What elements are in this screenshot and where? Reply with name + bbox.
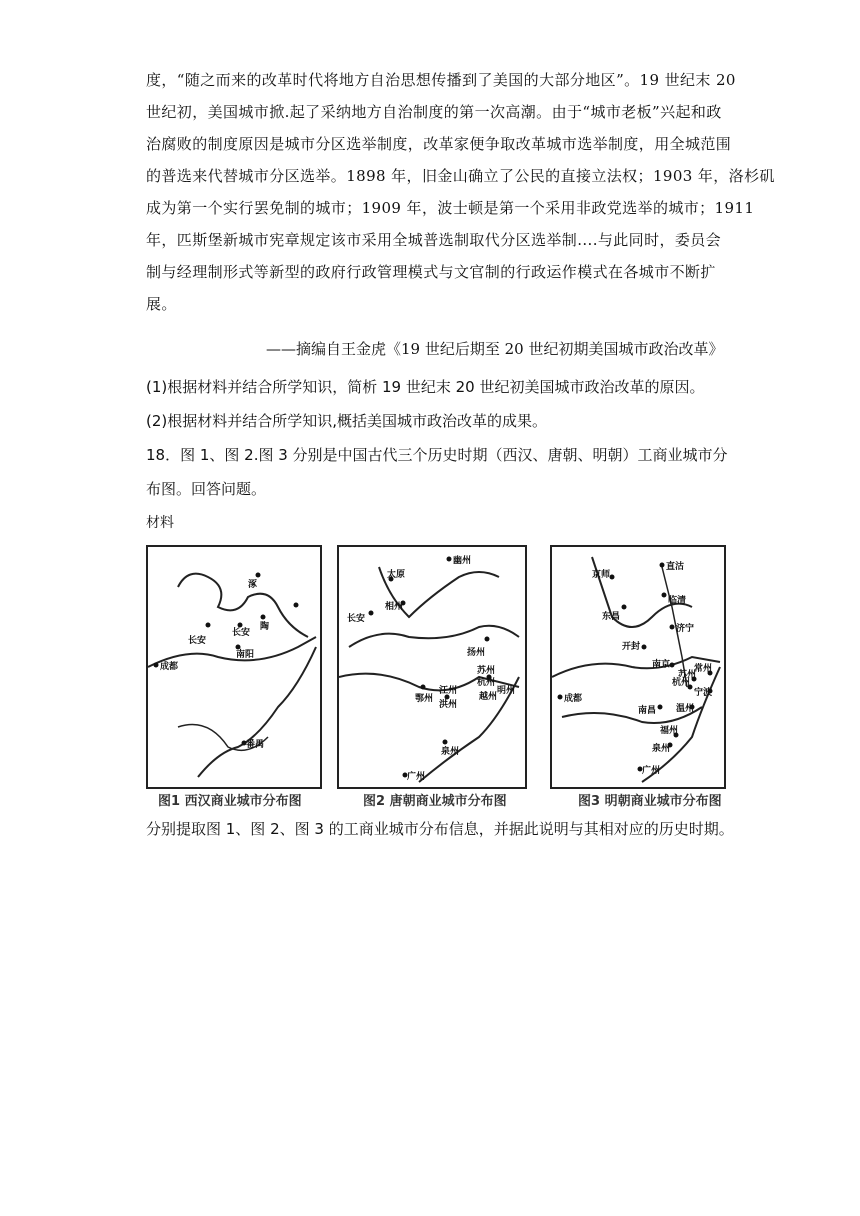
city-label: 鄂州: [415, 694, 434, 704]
city-label: 开封: [622, 642, 641, 652]
city-label: 太原: [387, 570, 406, 580]
river-line: [349, 626, 519, 647]
city-label: 京师: [592, 570, 611, 580]
city-label: 广州: [407, 772, 426, 782]
map-tang: [337, 545, 527, 789]
question-2: (2)根据材料并结合所学知识,概括美国城市政治改革的成果。: [146, 412, 548, 430]
city-label: 苏州: [477, 666, 496, 676]
question-18-line-2: 布图。回答问题。: [146, 480, 267, 498]
passage-line: 成为第一个实行罢免制的城市；1909 年，波士顿是第一个采用非政党选举的城市；1911: [146, 199, 755, 217]
passage-line: 度，“随之而来的改革时代将地方自治思想传播到了美国的大部分地区”。19 世纪末 20: [146, 71, 736, 89]
material-label: 材料: [146, 515, 174, 531]
map-tang-svg: [339, 547, 525, 787]
city-dot: [236, 645, 241, 650]
city-dot: [658, 705, 663, 710]
city-label: 成都: [160, 662, 179, 672]
city-label: 成都: [564, 694, 583, 704]
city-label: 相州: [385, 602, 404, 612]
passage-line: 制与经理制形式等新型的政府行政管理模式与文官制的行政运作模式在各城市不断扩: [146, 263, 716, 281]
city-dot: [662, 593, 667, 598]
coastline: [198, 647, 316, 777]
city-label: 泉州: [652, 744, 671, 754]
map-caption: 图1 西汉商业城市分布图: [158, 794, 302, 809]
city-dot: [154, 663, 159, 668]
city-label: 洪州: [439, 700, 458, 710]
city-label: 长安: [347, 614, 366, 624]
city-dot: [447, 557, 452, 562]
city-dot: [238, 623, 243, 628]
city-label: 陶: [260, 622, 270, 632]
city-dot: [642, 645, 647, 650]
city-dot: [610, 575, 615, 580]
city-dot: [261, 615, 266, 620]
city-label: 常州: [694, 664, 713, 674]
final-question: 分别提取图 1、图 2、图 3 的工商业城市分布信息，并据此说明与其相对应的历史时期。: [146, 820, 734, 838]
city-dot: [485, 637, 490, 642]
city-label: 苏州: [678, 670, 697, 680]
city-dot: [660, 563, 665, 568]
passage-line: 年，匹斯堡新城市宪章规定该市采用全城普选制取代分区选举制....与此同时，委员会: [146, 231, 722, 249]
city-label: 东昌: [602, 612, 621, 622]
city-label: 广州: [642, 766, 661, 776]
city-label: 泉州: [441, 747, 460, 757]
city-label: 涿: [248, 580, 258, 590]
map-caption: 图3 明朝商业城市分布图: [578, 794, 722, 809]
city-label: 南昌: [638, 706, 657, 716]
city-label: 杭州: [672, 678, 691, 688]
passage: [146, 64, 775, 320]
passage-line: 的普选来代替城市分区选举。1898 年，旧金山确立了公民的直接立法权；1903 年，洛杉矶: [146, 167, 775, 185]
map-ming-svg: [552, 547, 724, 787]
city-dot: [256, 573, 261, 578]
city-label: 明州: [497, 686, 516, 696]
city-dot: [670, 663, 675, 668]
map-western-han-svg: [148, 547, 320, 787]
city-dot: [443, 740, 448, 745]
city-label: 直沽: [666, 562, 685, 572]
passage-line: 世纪初，美国城市掀.起了采纳地方自治制度的第一次高潮。由于“城市老板”兴起和政: [146, 103, 722, 121]
question-18-line-1: 18．图 1、图 2.图 3 分别是中国古代三个历史时期（西汉、唐朝、明朝）工商业城市分: [146, 446, 728, 464]
city-label: 越州: [479, 692, 498, 702]
city-dot: [622, 605, 627, 610]
city-label: 宁波: [694, 688, 713, 698]
city-label: 长安: [232, 628, 251, 638]
map-western-han: [146, 545, 322, 789]
passage-line: 治腐败的制度原因是城市分区选举制度，改革家便争取改革城市选举制度，用全城范围: [146, 135, 732, 153]
city-label: 扬州: [467, 648, 486, 658]
city-label: 长安: [188, 636, 207, 646]
city-label: 福州: [660, 726, 679, 736]
city-label: 南阳: [236, 650, 255, 660]
map-ming: [550, 545, 726, 789]
city-dot: [421, 685, 426, 690]
source-citation: ——摘编自王金虎《19 世纪后期至 20 世纪初期美国城市政治改革》: [266, 340, 724, 358]
city-label: 济宁: [676, 624, 695, 634]
city-label: 临清: [668, 596, 687, 606]
map-caption: 图2 唐朝商业城市分布图: [363, 794, 507, 809]
question-1: (1)根据材料并结合所学知识，简析 19 世纪末 20 世纪初美国城市政治改革的原因。: [146, 378, 705, 396]
city-label: 温州: [676, 704, 695, 714]
city-dot: [558, 695, 563, 700]
passage-line: 展。: [146, 295, 177, 313]
city-dot: [369, 611, 374, 616]
city-label: 江州: [439, 686, 458, 696]
city-dot: [294, 603, 299, 608]
city-dot: [670, 625, 675, 630]
city-label: 南京: [652, 660, 671, 670]
city-label: 杭州: [477, 678, 496, 688]
city-label: 幽州: [453, 556, 472, 566]
city-dot: [206, 623, 211, 628]
city-label: 番禺: [246, 740, 265, 750]
